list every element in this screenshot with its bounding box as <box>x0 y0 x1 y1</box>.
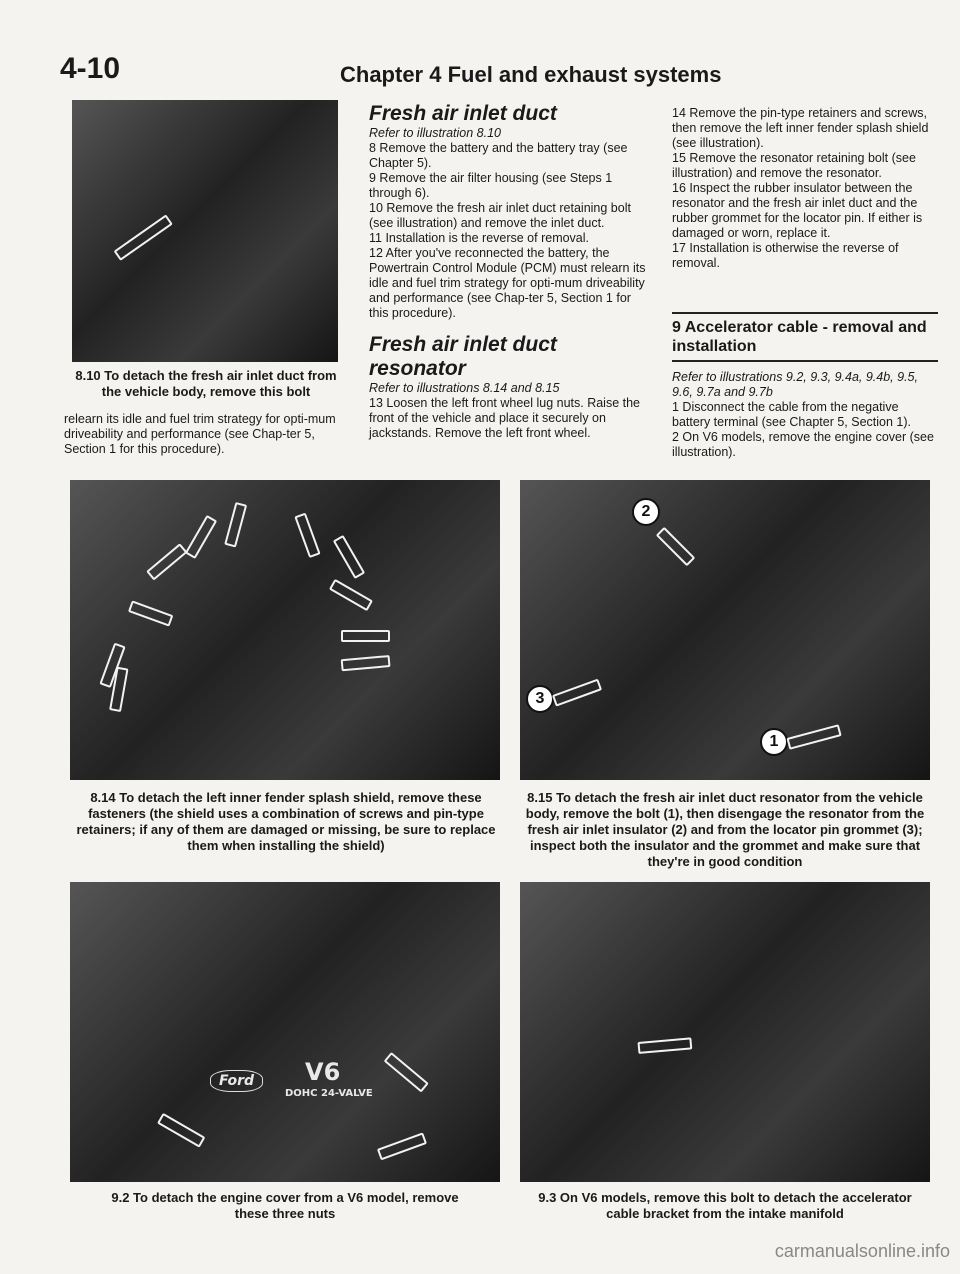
step-11: 11 Installation is the reverse of removal. <box>369 231 590 245</box>
engine-label: DOHC 24-VALVE <box>285 1088 373 1099</box>
figure-caption-9-2: 9.2 To detach the engine cover from a V6 model, remove these three nuts <box>111 1190 459 1221</box>
left-column-text: relearn its idle and fuel trim strategy for opti-mum driveability and performance (see Chap-ter 5, Section 1 for this procedure). <box>64 412 336 456</box>
arrow-icon <box>341 630 390 642</box>
callout-3: 3 <box>526 685 554 713</box>
photo-9-2 <box>70 882 500 1182</box>
watermark: carmanualsonline.info <box>774 1241 950 1261</box>
figure-caption-8-15: 8.15 To detach the fresh air inlet duct resonator from the vehicle body, remove the bolt (1), then disengage the resonator from the fresh air inlet insulator (2) and from the locator pin grommet (3); inspect both the insulator and the grommet and make sure that they're in good condition <box>525 790 925 869</box>
photo-8-14 <box>70 480 500 780</box>
chapter-title: Chapter 4 Fuel and exhaust systems <box>340 62 722 87</box>
step-14: 14 Remove the pin-type retainers and screws, then remove the left inner fender splash shield (see illustration). <box>672 106 929 150</box>
callout-1: 1 <box>760 728 788 756</box>
callout-2: 2 <box>632 498 660 526</box>
right-column-lower <box>672 370 938 460</box>
section-divider <box>672 312 938 314</box>
illustration-reference: Refer to illustrations 8.14 and 8.15 <box>369 381 560 395</box>
step-12: 12 After you've reconnected the battery, the Powertrain Control Module (PCM) must relearn its idle and fuel trim strategy for opti-mum driveability and performance (see Chap-ter 5, Section 1 for this procedure). <box>369 246 646 320</box>
section-title-fresh-air-inlet-duct: Fresh air inlet duct <box>369 102 557 125</box>
section-title-accelerator-cable: 9 Accelerator cable - removal and installation <box>672 319 927 355</box>
step-8: 8 Remove the battery and the battery tray (see Chapter 5). <box>369 141 628 170</box>
step-1: 1 Disconnect the cable from the negative battery terminal (see Chapter 5, Section 1). <box>672 400 912 429</box>
section-divider <box>672 360 938 362</box>
section-title-resonator: Fresh air inlet duct resonator <box>369 333 557 380</box>
figure-caption-8-14: 8.14 To detach the left inner fender splash shield, remove these fasteners (the shield uses a combination of screws and pin-type retainers; if any of them are damaged or missing, be sure to replace them when installing the shield) <box>76 790 496 853</box>
step-16: 16 Inspect the rubber insulator between the resonator and the fresh air inlet duct and the rubber grommet for the locator pin. If either is damaged or worn, replace it. <box>672 181 923 240</box>
v6-logo: V6 <box>305 1058 341 1086</box>
figure-caption-9-3: 9.3 On V6 models, remove this bolt to detach the accelerator cable bracket from the intake manifold <box>538 1190 912 1221</box>
middle-column <box>369 102 647 441</box>
figure-caption-8-10: 8.10 To detach the fresh air inlet duct from the vehicle body, remove this bolt <box>75 368 337 399</box>
right-column <box>672 106 938 271</box>
photo-8-15 <box>520 480 930 780</box>
step-10: 10 Remove the fresh air inlet duct retaining bolt (see illustration) and remove the inlet duct. <box>369 201 631 230</box>
step-13: 13 Loosen the left front wheel lug nuts. Raise the front of the vehicle and place it securely on jackstands. Remove the left front wheel. <box>369 396 641 440</box>
step-9: 9 Remove the air filter housing (see Steps 1 through 6). <box>369 171 613 200</box>
illustration-reference: Refer to illustration 8.10 <box>369 126 502 140</box>
illustration-reference: Refer to illustrations 9.2, 9.3, 9.4a, 9.4b, 9.5, 9.6, 9.7a and 9.7b <box>672 370 918 399</box>
photo-9-3 <box>520 882 930 1182</box>
photo-8-10 <box>72 100 338 362</box>
step-17: 17 Installation is otherwise the reverse of removal. <box>672 241 899 270</box>
ford-logo: Ford <box>210 1070 263 1092</box>
step-2: 2 On V6 models, remove the engine cover (see illustration). <box>672 430 934 459</box>
page-number: 4-10 <box>60 52 121 85</box>
step-15: 15 Remove the resonator retaining bolt (see illustration) and remove the resonator. <box>672 151 916 180</box>
